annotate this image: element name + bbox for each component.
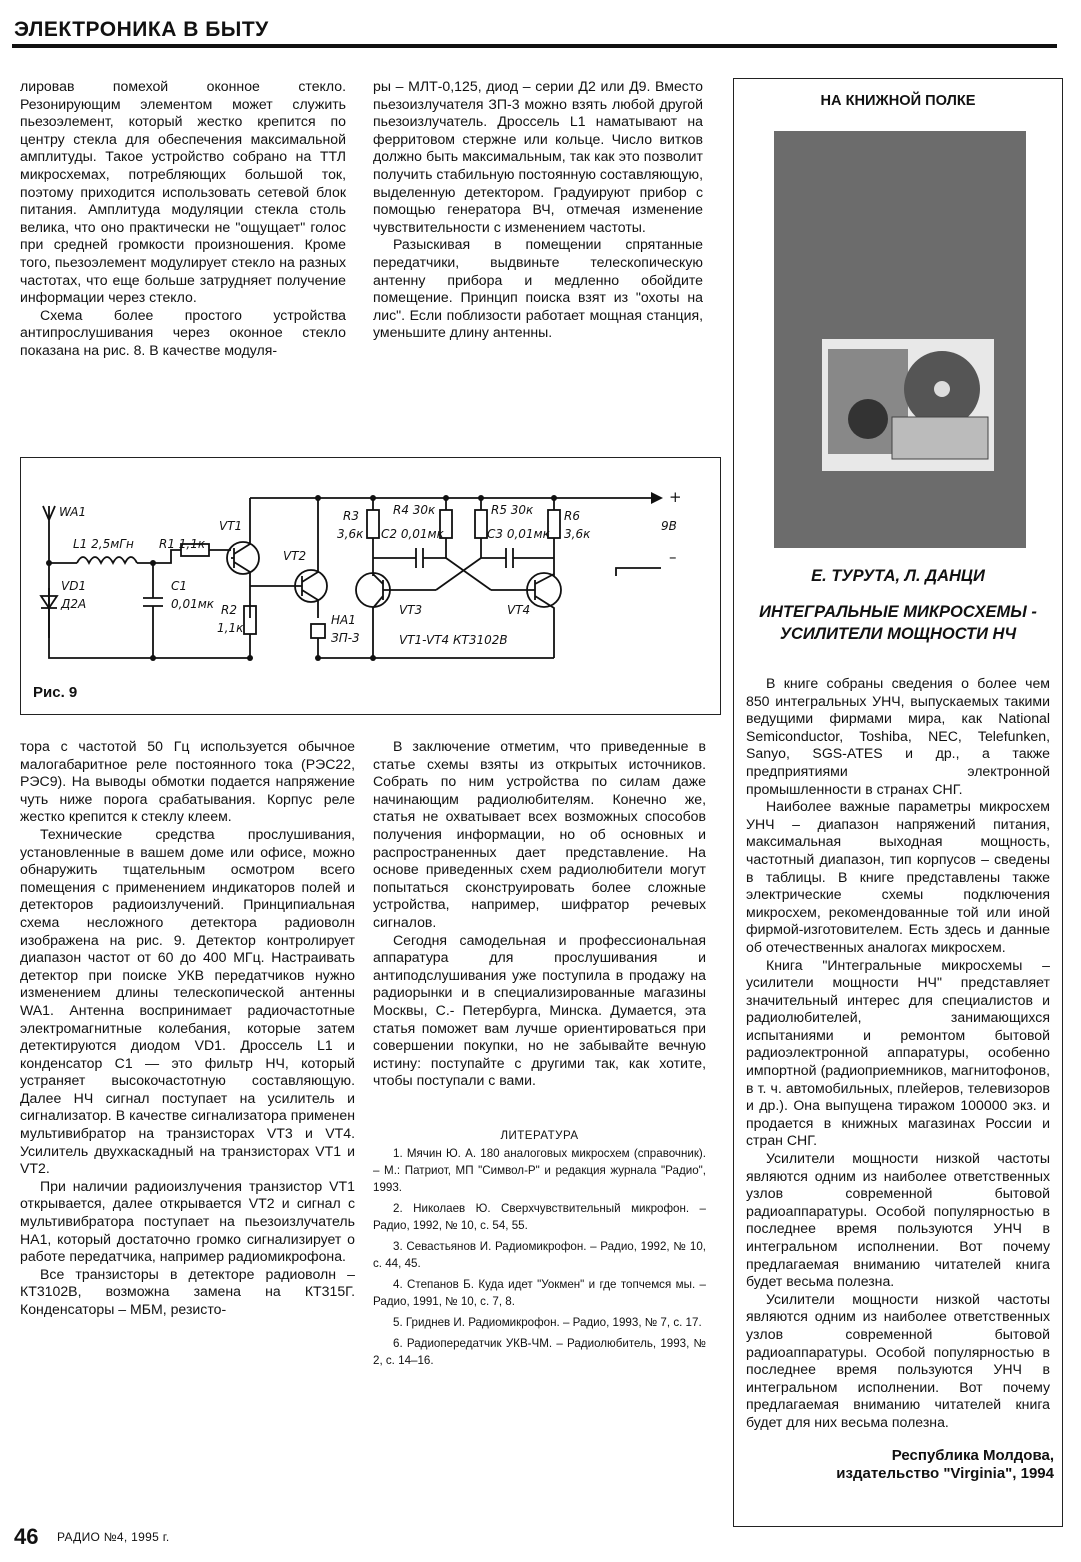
paragraph: Разыскивая в помещении спрятанные передатчики, выдвиньте телескопическую антенну прибора и медленно обойдите помещение. Принцип поиска взят из "охоты на лис". Если поблизости работает мощная станция, уменьшите длину антенны. — [373, 236, 703, 341]
label-vt3: VT3 — [399, 603, 423, 617]
label-r5: R5 30к — [491, 503, 534, 517]
label-r1: R1 1,1к — [159, 537, 206, 551]
book-authors: Е. ТУРУТА, Л. ДАНЦИ — [811, 567, 985, 585]
magazine-issue: РАДИО №4, 1995 г. — [56, 1530, 170, 1544]
literature-title: ЛИТЕРАТУРА — [500, 1129, 579, 1142]
audio-equipment-icon — [822, 339, 994, 471]
label-r3: R3 — [343, 509, 359, 523]
paragraph: При наличии радиоизлучения транзистор VT1 открывается, далее открывается VT2 и сигнал с мультивибратора поступает на пьезоизлучатель HA1, который достаточно громко сигнализирует о работе передатчика, например радиомикрофона. — [20, 1177, 355, 1265]
literature-item: 4. Степанов Б. Куда идет "Уокмен" и где топчемся мы. – Радио, 1991, № 10, с. 7, 8. — [373, 1278, 706, 1309]
section-title: ЭЛЕКТРОНИКА В БЫТУ — [14, 18, 269, 41]
page-footer — [14, 1524, 170, 1550]
paragraph: тора с частотой 50 Гц используется обычное малогабаритное реле постоянного тока (РЭС22, РЭС9). На выводы обмотки подается напряжение чуть ниже порога срабатывания. Корпус реле жестко крепится к стеклу клеем. — [20, 738, 355, 825]
literature-list — [373, 1145, 706, 1369]
label-plus: + — [669, 488, 682, 506]
label-wa1: WA1 — [59, 505, 87, 519]
paragraph: Все транзисторы в детекторе радиоволн – КТ3102В, возможна замена на КТ315Г. Конденсаторы – МБМ, резисто- — [20, 1265, 355, 1317]
label-ha1-type: ЗП-3 — [331, 631, 360, 645]
paragraph: лировав помехой оконное стекло. Резонирующим элементом может служить пьезоэлемент, который жестко крепится по центру стекла для обеспечения максимальной амплитуды. Такое устройство собрано на ТТЛ микросхемах, потребляющих большой ток, поэтому приходится использовать сетевой блок питания. Амплитуда модуляции стекла столь велика, что оно практически не "ощущает" голос при средней громкости произношения. Кроме того, пьезоэлемент модулирует стекло на разных частотах, что еще больше затрудняет получение информации через стекло. — [20, 78, 346, 306]
paragraph: В книге собраны сведения о более чем 850 интегральных УНЧ, выпускаемых такими ведущими фирмами мира, как National Semiconductor, Toshiba, NEC, Telefunken, Sanyo, SGS-ATES и др., а также предприятиями электронной промышленности в странах СНГ. — [746, 675, 1050, 797]
label-transistors: VT1-VT4 КТ3102В — [399, 633, 508, 647]
label-ha1: HA1 — [331, 613, 356, 627]
paragraph: Сегодня самодельная и профессиональная аппаратура для прослушивания и антиподслушивания уже поступила в продажу на радиорынки и в специализированные магазины Москвы, С.- Петербурга, Минска. Думается, эта статья поможет вам лучше ориентироваться при совершении покупки, но не забывайте вечную истину: поступайте с другими так, как хотите, чтобы поступали с вами. — [373, 931, 706, 1089]
circuit-diagram — [21, 458, 720, 714]
book-description — [746, 675, 1050, 1432]
book-title: ИНТЕГРАЛЬНЫЕ МИКРОСХЕМЫ - УСИЛИТЕЛИ МОЩНОСТИ НЧ — [759, 603, 1037, 643]
circuit-figure — [20, 457, 721, 715]
label-c2: C2 0,01мк — [381, 527, 444, 541]
label-c1-value: 0,01мк — [171, 597, 215, 611]
book-rubric: НА КНИЖНОЙ ПОЛКЕ — [820, 93, 976, 109]
literature-item: 1. Мячин Ю. А. 180 аналоговых микросхем (справочник). – М.: Патриот, МП "Символ-Р" и редакция журнала "Радио", 1993. — [373, 1147, 706, 1195]
label-minus: – — [669, 548, 677, 566]
label-r3-value: 3,6к — [337, 527, 364, 541]
book-cover-image — [774, 131, 1026, 548]
literature-item: 3. Севастьянов И. Радиомикрофон. – Радио, 1992, № 10, с. 44, 45. — [373, 1240, 706, 1271]
label-vt2: VT2 — [283, 549, 307, 563]
label-c1: C1 — [171, 579, 188, 593]
paragraph: ры – МЛТ-0,125, диод – серии Д2 или Д9. Вместо пьезоизлучателя ЗП-3 можно взять любой другой пьезоизлучатель. Дроссель L1 наматывают на ферритовом стержне или кольце. Число витков должно быть максимальным, так как это позволит получить стабильную постоянную составляющую, выделенную детектором. Градуируют прибор с помощью генератора ВЧ, отмечая изменение чувствительности с изменением частоты. — [373, 78, 703, 235]
paragraph: Технические средства прослушивания, установленные в вашем доме или офисе, можно обнаружить тщательным осмотром всего помещения с применением индикаторов полей и детекторов радиоизлучений. Принципиальная схема несложного детектора радиоволн изображена на рис. 9. Детектор контролирует диапазон частот от 60 до 400 МГц. Настраивать детектор при поиске УКВ передатчиков нужно изменением длины телескопической антенны WA1. Антенна воспринимает радиочастотные электромагнитные колебания, которые затем детектируются диодом VD1. Дроссель L1 и конденсатор C1 — это фильтр НЧ, который устраняет высокочастотную составляющую. Далее НЧ сигнал поступает на усилитель и сигнализатор. В качестве сигнализатора применен мультивибратор на транзисторах VT3 и VT4. Усилитель двухкаскадный на транзисторах VT1 и VT2. — [20, 825, 355, 1177]
paragraph: Усилители мощности низкой частоты являются одним из наиболее ответственных узлов современной бытовой радиоаппаратуры. Особой популярностью в последнее время пользуются УНЧ в интегральном исполнении. Вот почему предлагаемая вниманию читателей книга будет весьма полезна. — [746, 1150, 1050, 1290]
paragraph: Наиболее важные параметры микросхем УНЧ – диапазон напряжений питания, максимальная выходная мощность, частотный диапазон, тип корпусов – сведены в таблицы. В книге представлены также электрические схемы подключения микросхем, рекомендованные той или иной фирмой-изготовителем. Есть здесь и данные об отечественных аналогах микросхем. — [746, 798, 1050, 955]
label-r4: R4 30к — [393, 503, 436, 517]
label-r6: R6 — [564, 509, 580, 523]
label-vt4: VT4 — [507, 603, 531, 617]
page-number: 46 — [14, 1524, 39, 1549]
book-review-box — [733, 78, 1063, 1527]
literature-item: 2. Николаев Ю. Сверхчувствительный микрофон. – Радио, 1992, № 10, с. 54, 55. — [373, 1202, 706, 1233]
paragraph: Усилители мощности низкой частоты являются одним из наиболее ответственных узлов современной бытовой радиоаппаратуры. Особой популярностью в последнее время пользуются УНЧ в интегральном исполнении. Вот почему предлагаемая вниманию читателей книга будет для них весьма полезна. — [746, 1290, 1050, 1430]
article-column-3 — [20, 738, 355, 1319]
title-rule — [12, 44, 1057, 48]
figure-caption: Рис. 9 — [33, 684, 78, 701]
publisher-line: издательство "Virginia", 1994 — [836, 1465, 1054, 1482]
literature-item: 5. Гриднев И. Радиомикрофон. – Радио, 1993, № 7, с. 17. — [393, 1316, 702, 1330]
book-cover-photo — [822, 339, 994, 471]
label-c3: C3 0,01мк — [487, 527, 550, 541]
label-l1: L1 2,5мГн — [73, 537, 134, 551]
article-column-2 — [373, 78, 703, 342]
label-voltage: 9В — [661, 519, 677, 533]
article-column-1 — [20, 78, 346, 360]
article-column-4 — [373, 738, 706, 1373]
paragraph: В заключение отметим, что приведенные в статье схемы взяты из открытых источников. Собрать по ним устройства по силам даже начинающим радиолюбителям. Конечно же, статья не охватывает всех возможных способов получения информации, но об основных и распространенных дает представление. На основе приведенных схем радиолюбители могут попытаться сконструировать более сложные устройства, например, шифратор речевых сигналов. — [373, 738, 706, 930]
paragraph: Книга "Интегральные микросхемы – усилители мощности НЧ" представляет значительный интерес для специалистов и радиолюбителей, занимающихся испытаниями и ремонтом бытовой радиоэлектронной аппаратуры, особенно импортной (радиоприемников, магнитофонов, в т. ч. автомобильных, плейеров, телевизоров и др.). Она выпущена тиражом 100000 экз. и продается в книжных магазинах России и стран СНГ. — [746, 956, 1050, 1149]
book-publisher — [836, 1447, 1054, 1483]
literature-item: 6. Радиопередатчик УКВ-ЧМ. – Радиолюбитель, 1993, № 2, с. 14–16. — [373, 1337, 706, 1368]
label-r2: R2 — [221, 603, 237, 617]
publisher-line: Республика Молдова, — [891, 1447, 1054, 1464]
label-vt1: VT1 — [219, 519, 243, 533]
label-vd1: VD1 — [61, 579, 87, 593]
paragraph: Схема более простого устройства антипрослушивания через оконное стекло показана на рис. 8. В качестве модуля- — [20, 306, 346, 358]
label-r2-value: 1,1к — [217, 621, 244, 635]
label-r6-value: 3,6к — [564, 527, 591, 541]
label-vd1-type: Д2А — [61, 597, 87, 611]
